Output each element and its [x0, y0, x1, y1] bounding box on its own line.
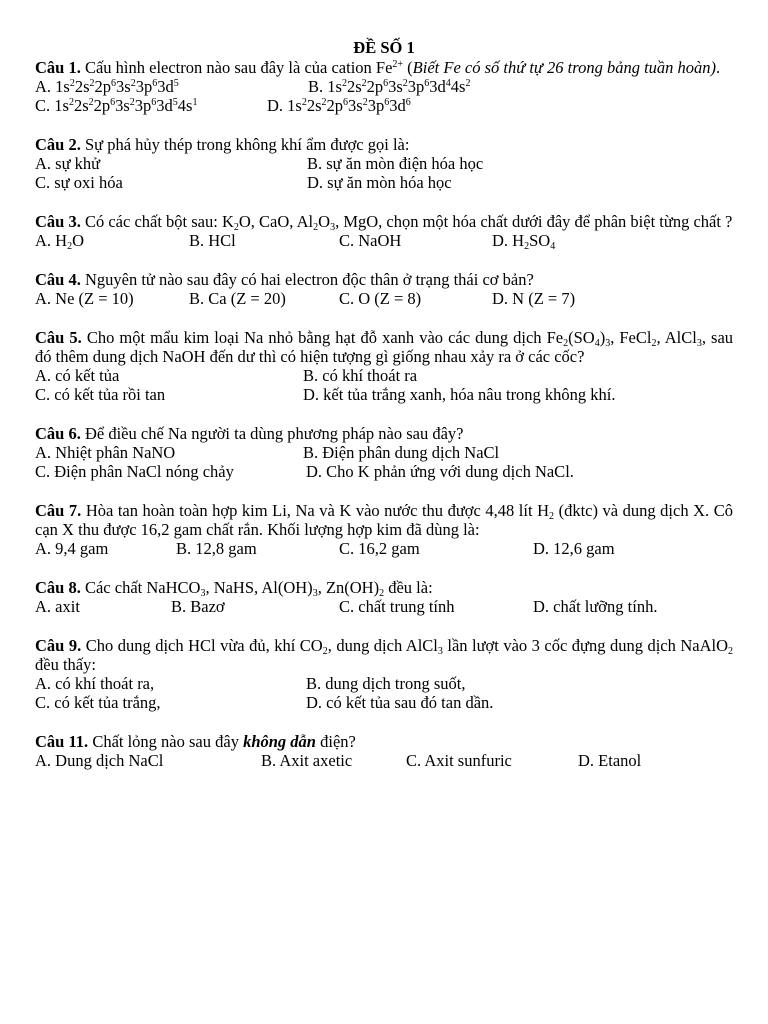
question-label: Câu 2.: [35, 135, 81, 154]
option-row: [35, 366, 733, 385]
option-c[interactable]: C. Điện phân NaCl nóng chảy: [35, 462, 234, 481]
question-7: [35, 501, 733, 558]
question-text: Hòa tan hoàn toàn hợp kim Li, Na và K vào nước thu được 4,48 lít $H_2$ (đktc) và dung dịch X. Cô cạn X thu được 16,2 gam chất rắn. Khối lượng hợp kim đã dùng là:: [35, 501, 733, 539]
option-d[interactable]: D. $1s^22s^22p^63s^23p^63d^6$: [267, 96, 411, 115]
option-b[interactable]: B. HCl: [189, 231, 236, 250]
option-a[interactable]: A. $1s^22s^22p^63s^23p^63d^5$: [35, 77, 179, 96]
question-text: Cho một mẩu kim loại Na nhỏ bằng hạt đỗ xanh vào các dung dịch $Fe_2(SO_4)_3$, FeCl$_2$, AlCl$_3$, sau đó thêm dung dịch NaOH đến dư thì có hiện tượng gì giống nhau xảy ra ở các cốc?: [35, 328, 734, 366]
question-text: Cho dung dịch HCl vừa đủ, khí $CO_2$, dung dịch AlCl$_3$ lần lượt vào 3 cốc đựng dung dịch NaAlO$_2$ đều thấy:: [35, 636, 734, 674]
question-4: [35, 270, 733, 308]
question-stem: [35, 732, 733, 751]
option-d[interactable]: D. 12,6 gam: [533, 539, 615, 558]
option-row: [35, 231, 733, 250]
option-d[interactable]: D. kết tủa trắng xanh, hóa nâu trong không khí.: [303, 385, 616, 404]
option-c[interactable]: C. 16,2 gam: [339, 539, 420, 558]
option-c[interactable]: C. Axit sunfuric: [406, 751, 512, 770]
question-stem: [35, 212, 733, 231]
option-c[interactable]: C. chất trung tính: [339, 597, 455, 616]
question-stem: [35, 501, 733, 539]
option-c[interactable]: C. có kết tủa rồi tan: [35, 385, 166, 404]
question-9: [35, 636, 733, 712]
question-label: Câu 9.: [35, 636, 82, 655]
option-a[interactable]: A. Ne (Z = 10): [35, 289, 134, 308]
option-row: [35, 173, 733, 192]
option-b[interactable]: B. Điện phân dung dịch NaCl: [303, 443, 500, 462]
question-text: Cấu hình electron nào sau đây là của cation $Fe^{2+}$ (Biết Fe có số thứ tự 26 trong bảng tuần hoàn).: [84, 58, 721, 77]
option-row: [35, 539, 733, 558]
option-row: [35, 443, 733, 462]
option-a[interactable]: A. có khí thoát ra,: [35, 674, 155, 693]
exam-title: ĐỀ SỐ 1: [353, 38, 415, 57]
option-a[interactable]: A. $H_2O$: [35, 231, 85, 252]
option-d[interactable]: D. sự ăn mòn hóa học: [307, 173, 452, 192]
option-row: [35, 674, 733, 693]
option-row: [35, 96, 733, 115]
option-a[interactable]: A. có kết tủa: [35, 366, 120, 385]
question-label: Câu 8.: [35, 578, 81, 597]
option-row: [35, 385, 733, 404]
question-text: Các chất NaHCO$_3$, NaHS, $Al(OH)_3$, $Zn(OH)_2$ đều là:: [84, 578, 433, 599]
question-label: Câu 3.: [35, 212, 81, 231]
question-stem: [35, 636, 733, 674]
exam-page: [35, 38, 733, 790]
option-a[interactable]: A. Dung dịch NaCl: [35, 751, 164, 770]
option-a[interactable]: A. 9,4 gam: [35, 539, 109, 558]
question-label: Câu 1.: [35, 58, 81, 77]
question-3: [35, 212, 733, 250]
question-stem: [35, 270, 733, 289]
question-label: Câu 4.: [35, 270, 81, 289]
option-row: [35, 154, 733, 173]
option-d[interactable]: D. N (Z = 7): [492, 289, 576, 308]
option-a[interactable]: A. Nhiệt phân NaNO: [35, 443, 176, 462]
question-text: Nguyên tử nào sau đây có hai electron độc thân ở trạng thái cơ bản?: [84, 270, 534, 289]
option-row: [35, 597, 733, 616]
question-text: Có các chất bột sau: $K_2O$, CaO, $Al_2O_3$, MgO, chọn một hóa chất dưới đây để phân biệt từng chất ?: [84, 212, 733, 233]
option-b[interactable]: B. sự ăn mòn điện hóa học: [307, 154, 484, 173]
question-text: Để điều chế Na người ta dùng phương pháp nào sau đây?: [84, 424, 464, 443]
option-b[interactable]: B. Axit axetic: [261, 751, 353, 770]
option-a[interactable]: A. axit: [35, 597, 80, 616]
option-row: [35, 289, 733, 308]
option-c[interactable]: C. $1s^22s^22p^63s^23p^63d^54s^1$: [35, 96, 198, 115]
option-d[interactable]: D. có kết tủa sau đó tan dần.: [306, 693, 494, 712]
question-6: [35, 424, 733, 481]
question-stem: [35, 424, 733, 443]
option-b[interactable]: B. dung dịch trong suốt,: [306, 674, 466, 693]
option-row: [35, 462, 733, 481]
option-c[interactable]: C. O (Z = 8): [339, 289, 422, 308]
option-row: [35, 693, 733, 712]
option-a[interactable]: A. sự khử: [35, 154, 101, 173]
option-b[interactable]: B. Bazơ: [171, 597, 225, 616]
option-b[interactable]: B. $1s^22s^22p^63s^23p^63d^44s^2$: [308, 77, 471, 96]
question-label: Câu 7.: [35, 501, 82, 520]
question-8: [35, 578, 733, 616]
question-text: Sự phá hủy thép trong không khí ẩm được gọi là:: [84, 135, 410, 154]
question-stem: [35, 328, 733, 366]
question-stem: [35, 58, 733, 77]
question-1: [35, 58, 733, 115]
option-c[interactable]: C. có kết tủa trắng,: [35, 693, 161, 712]
option-b[interactable]: B. 12,8 gam: [176, 539, 257, 558]
question-text: Chất lỏng nào sau đây không dẫn điện?: [92, 732, 356, 751]
option-b[interactable]: B. Ca (Z = 20): [189, 289, 286, 308]
option-d[interactable]: D. Cho K phản ứng với dung dịch NaCl.: [306, 462, 574, 481]
option-c[interactable]: C. NaOH: [339, 231, 402, 250]
question-label: Câu 5.: [35, 328, 82, 347]
question-2: [35, 135, 733, 192]
question-stem: [35, 135, 733, 154]
option-d[interactable]: D. Etanol: [578, 751, 642, 770]
question-stem: [35, 578, 733, 597]
question-11: [35, 732, 733, 770]
option-c[interactable]: C. sự oxi hóa: [35, 173, 123, 192]
question-label: Câu 11.: [35, 732, 89, 751]
question-label: Câu 6.: [35, 424, 81, 443]
question-5: [35, 328, 733, 404]
option-b[interactable]: B. có khí thoát ra: [303, 366, 418, 385]
option-d[interactable]: D. chất lưỡng tính.: [533, 597, 658, 616]
option-row: [35, 77, 733, 96]
option-d[interactable]: D. $H_2SO_4$: [492, 231, 556, 252]
option-row: [35, 751, 733, 770]
